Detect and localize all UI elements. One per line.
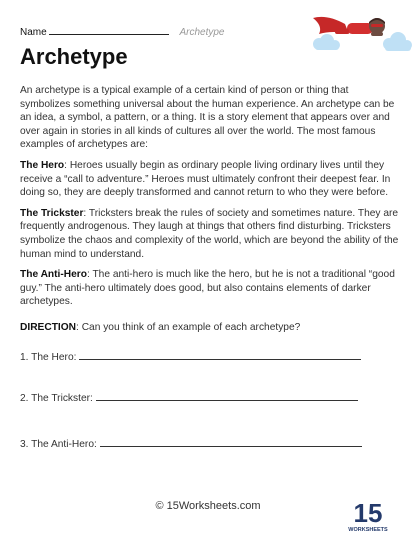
direction: [20, 321, 400, 335]
logo-text: WORKSHEETS: [348, 527, 388, 533]
logo-number: 15: [353, 498, 383, 528]
footer-copyright: © 15Worksheets.com: [155, 500, 261, 512]
answer-row-trickster: [20, 390, 400, 406]
answer-label: 2. The Trickster:: [20, 393, 93, 405]
answer-row-hero: [20, 349, 400, 365]
worksheet-content: [20, 84, 400, 451]
answer-line[interactable]: [79, 349, 361, 360]
intro-paragraph: An archetype is a typical example of a certain kind of person or thing that symbolizes something universal about the human experience. An archetype can be an idea, a symbol, a pattern, or a thing. It is a story element that appears over and over again in stories in all kinds of cultures all over the world. The most famous examples of archetypes are:: [20, 85, 395, 151]
section-hero: [20, 159, 400, 200]
section-trickster: [20, 207, 400, 261]
section-text: : Tricksters break the rules of society and sometimes nature. They are frequently androgenous. They laugh at things that others find disturbing. Tricksters symbolize the chaos and complexity of the world, which are beyond the ability of the human mind to understand.: [20, 207, 399, 260]
answer-label: 1. The Hero:: [20, 351, 77, 363]
name-label: Name: [20, 27, 47, 38]
answer-row-anti-hero: [20, 436, 400, 452]
section-term: The Trickster: [20, 207, 84, 219]
section-text: : The anti-hero is much like the hero, but he is not a traditional “good guy.” The anti-hero ultimately does good, but also contains elements of darker archetypes.: [20, 269, 395, 308]
section-term: The Hero: [20, 159, 65, 171]
answer-line[interactable]: [100, 436, 362, 447]
name-header: [20, 26, 225, 38]
worksheets-logo: [348, 494, 388, 534]
page-title: Archetype: [20, 44, 128, 69]
direction-text: : Can you think of an example of each archetype?: [76, 321, 301, 333]
answer-line[interactable]: [96, 390, 358, 401]
direction-label: DIRECTION: [20, 321, 77, 333]
section-text: : Heroes usually begin as ordinary people living ordinary lives until they receive a “call to adventure.” Heroes must ultimately confront their deepest fear. In doing so, they are deeply transformed and cannot return to who they were before.: [20, 159, 391, 199]
answer-label: 3. The Anti-Hero:: [20, 438, 97, 450]
flying-hero-illustration: [305, 8, 415, 56]
section-term: The Anti-Hero: [20, 269, 87, 281]
name-blank-line[interactable]: [49, 26, 169, 35]
section-anti-hero: [20, 268, 400, 309]
header-topic: Archetype: [179, 27, 225, 38]
